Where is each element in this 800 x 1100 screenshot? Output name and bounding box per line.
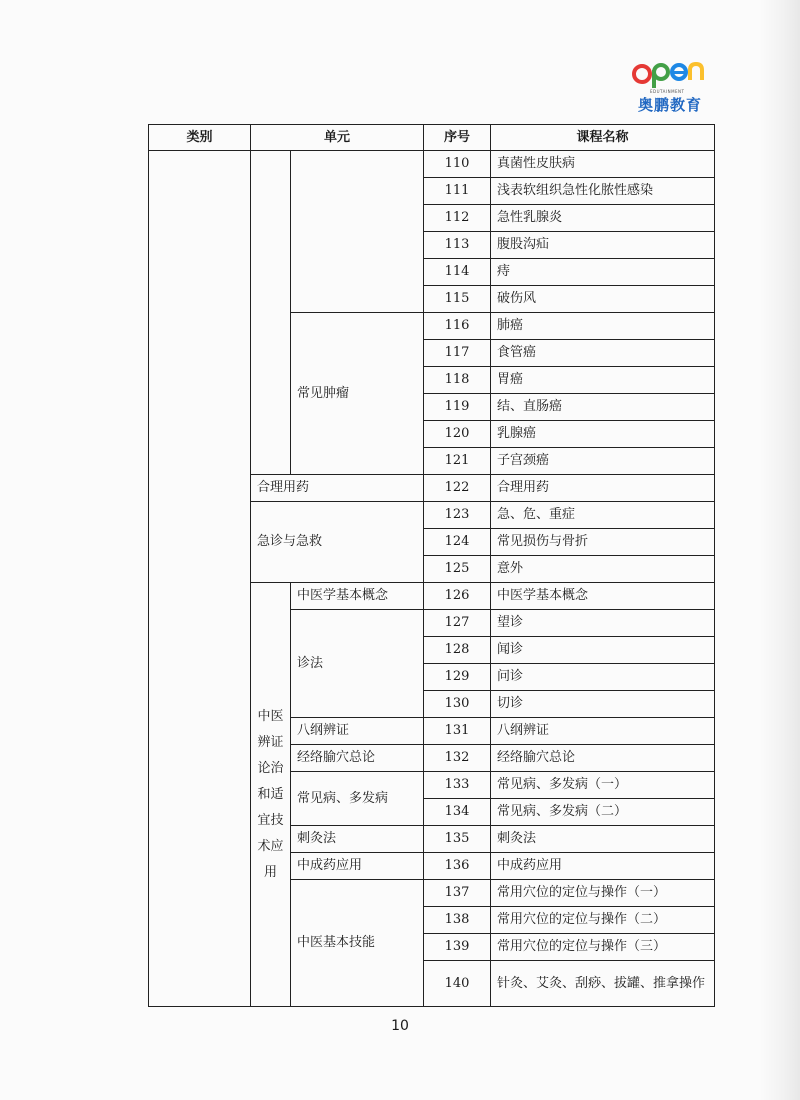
row-course: 刺灸法 [491, 826, 715, 853]
unit-tcm-line: 宜技 [257, 812, 284, 828]
row-course: 肺癌 [491, 313, 715, 340]
subunit-meridian: 经络腧穴总论 [291, 745, 424, 772]
row-course: 中医学基本概念 [491, 583, 715, 610]
header-number: 序号 [424, 125, 491, 151]
row-number: 139 [424, 934, 491, 961]
subunit-acupuncture: 刺灸法 [291, 826, 424, 853]
unit-tcm-line: 论治 [257, 760, 284, 776]
row-course: 胃癌 [491, 367, 715, 394]
row-number: 121 [424, 448, 491, 475]
row-number: 136 [424, 853, 491, 880]
row-number: 115 [424, 286, 491, 313]
table-row [149, 151, 715, 178]
unit-tcm-line: 和适 [257, 786, 284, 802]
course-table [148, 124, 715, 1007]
row-number: 129 [424, 664, 491, 691]
row-course: 子宫颈癌 [491, 448, 715, 475]
logo-tagline: EDUTAINMENT [650, 89, 685, 94]
row-course: 痔 [491, 259, 715, 286]
subunit-diagnosis: 诊法 [291, 610, 424, 718]
row-number: 125 [424, 556, 491, 583]
row-number: 126 [424, 583, 491, 610]
row-number: 135 [424, 826, 491, 853]
subunit-tcm-basic: 中医学基本概念 [291, 583, 424, 610]
unit-tcm [251, 583, 291, 1007]
row-course: 常见病、多发病（二） [491, 799, 715, 826]
row-course: 真菌性皮肤病 [491, 151, 715, 178]
row-number: 114 [424, 259, 491, 286]
row-course: 合理用药 [491, 475, 715, 502]
row-course: 针灸、艾灸、刮痧、拔罐、推拿操作 [491, 961, 715, 1007]
row-number: 134 [424, 799, 491, 826]
row-course: 意外 [491, 556, 715, 583]
row-number: 116 [424, 313, 491, 340]
row-course: 切诊 [491, 691, 715, 718]
row-course: 破伤风 [491, 286, 715, 313]
row-course: 急、危、重症 [491, 502, 715, 529]
subunit-patent-medicine: 中成药应用 [291, 853, 424, 880]
page-number: 10 [391, 1018, 409, 1034]
row-course: 八纲辨证 [491, 718, 715, 745]
open-logo-mark [632, 58, 708, 88]
unit-emergency: 急诊与急救 [251, 502, 424, 583]
row-course: 常用穴位的定位与操作（一） [491, 880, 715, 907]
row-course: 浅表软组织急性化脓性感染 [491, 178, 715, 205]
row-course: 乳腺癌 [491, 421, 715, 448]
row-number: 131 [424, 718, 491, 745]
row-course: 常用穴位的定位与操作（二） [491, 907, 715, 934]
row-course: 常见损伤与骨折 [491, 529, 715, 556]
row-number: 112 [424, 205, 491, 232]
row-course: 腹股沟疝 [491, 232, 715, 259]
scan-shadow [760, 0, 800, 1100]
header-unit: 单元 [251, 125, 424, 151]
subunit-eight-principles: 八纲辨证 [291, 718, 424, 745]
row-number: 120 [424, 421, 491, 448]
row-course: 常见病、多发病（一） [491, 772, 715, 799]
row-course: 常用穴位的定位与操作（三） [491, 934, 715, 961]
header-course: 课程名称 [491, 125, 715, 151]
row-number: 113 [424, 232, 491, 259]
row-number: 138 [424, 907, 491, 934]
row-number: 117 [424, 340, 491, 367]
subunit-tumor: 常见肿瘤 [291, 313, 424, 475]
table-header-row [149, 125, 715, 151]
row-number: 128 [424, 637, 491, 664]
row-number: 130 [424, 691, 491, 718]
unit-tcm-line: 中医 [257, 708, 284, 724]
category-cell [149, 151, 251, 1007]
row-number: 110 [424, 151, 491, 178]
row-number: 140 [424, 961, 491, 1007]
unit-tcm-line: 术应 [257, 838, 284, 854]
row-number: 127 [424, 610, 491, 637]
row-course: 急性乳腺炎 [491, 205, 715, 232]
unit-drug: 合理用药 [251, 475, 424, 502]
unit-cell-surgery [251, 151, 291, 475]
header-category: 类别 [149, 125, 251, 151]
subunit-cell-surgery [291, 151, 424, 313]
row-number: 137 [424, 880, 491, 907]
row-course: 中成药应用 [491, 853, 715, 880]
row-number: 132 [424, 745, 491, 772]
subunit-basic-skills: 中医基本技能 [291, 880, 424, 1007]
row-course: 问诊 [491, 664, 715, 691]
row-number: 124 [424, 529, 491, 556]
logo-brand-text: 奥鹏教育 [637, 96, 702, 114]
row-course: 食管癌 [491, 340, 715, 367]
unit-tcm-line: 用 [263, 864, 277, 880]
row-number: 133 [424, 772, 491, 799]
row-course: 经络腧穴总论 [491, 745, 715, 772]
open-education-logo [630, 58, 710, 118]
subunit-common-disease: 常见病、多发病 [291, 772, 424, 826]
unit-tcm-line: 辨证 [257, 734, 284, 750]
row-course: 闻诊 [491, 637, 715, 664]
row-number: 122 [424, 475, 491, 502]
row-course: 望诊 [491, 610, 715, 637]
row-number: 118 [424, 367, 491, 394]
row-number: 111 [424, 178, 491, 205]
row-number: 119 [424, 394, 491, 421]
row-number: 123 [424, 502, 491, 529]
row-course: 结、直肠癌 [491, 394, 715, 421]
